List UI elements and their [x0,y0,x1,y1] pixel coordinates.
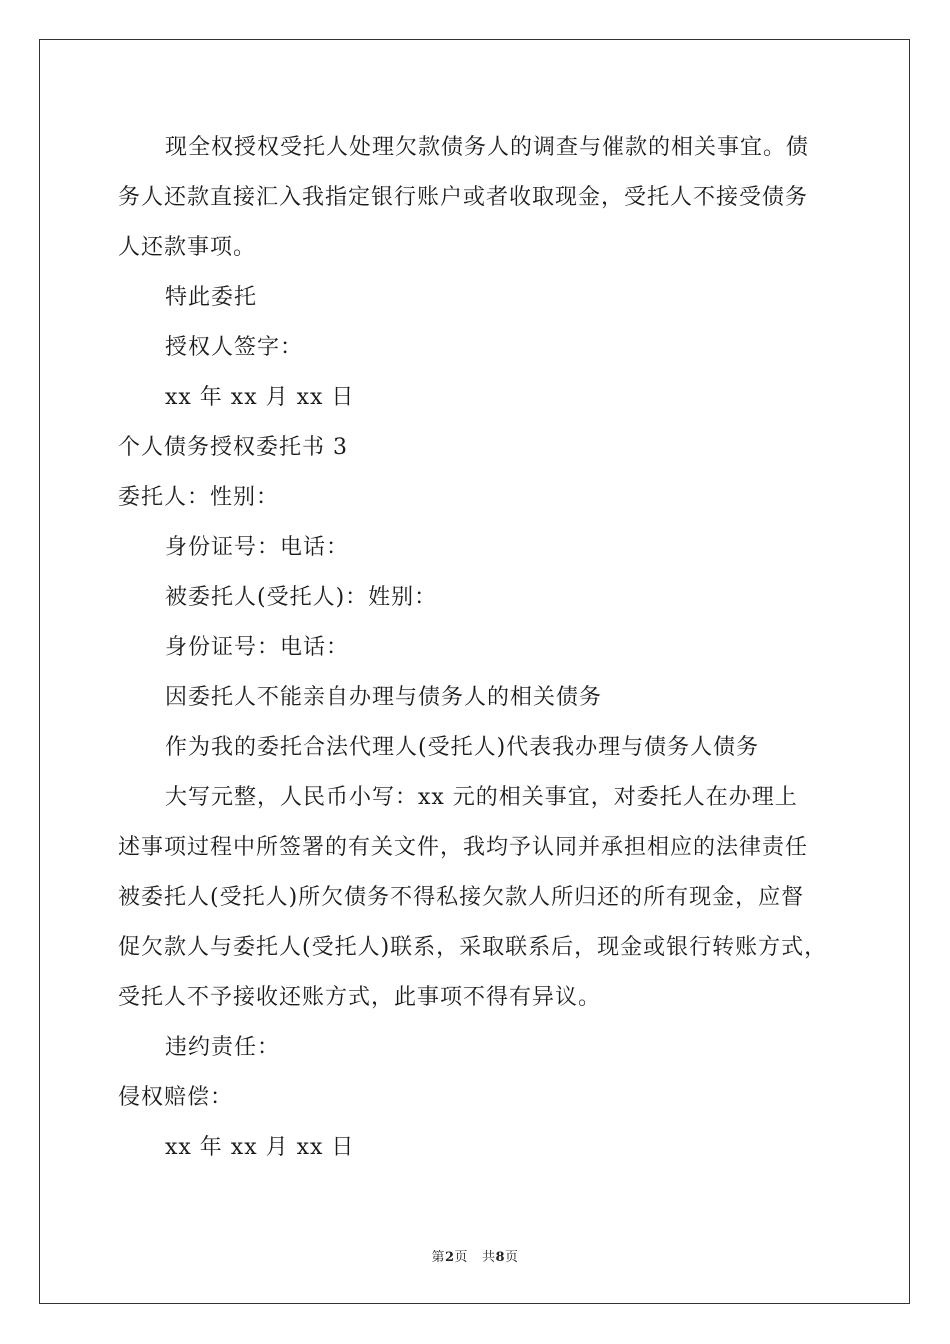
paragraph-line: 身份证号：电话： [165,635,350,660]
total-prefix: 共 [481,1250,496,1265]
paragraph-line: 被委托人(受托人)：姓别： [165,585,438,610]
page-suffix: 页 [454,1250,469,1265]
total-suffix: 页 [505,1250,519,1265]
paragraph-line: 特此委托 [165,285,258,310]
paragraph-line: 现全权授权受托人处理欠款债务人的调查与催款的相关事宜。债 [165,135,810,160]
paragraph-line: 被委托人(受托人)所欠债务不得私接欠款人所归还的所有现金，应督 [118,885,805,910]
paragraph-line: 委托人：性别： [118,485,280,510]
paragraph-line: 作为我的委托合法代理人(受托人)代表我办理与债务人债务 [165,735,760,760]
paragraph-line: 受托人不予接收还账方式，此事项不得有异议。 [118,985,602,1010]
page-prefix: 第 [431,1250,445,1265]
page-number: 2 [444,1250,455,1265]
paragraph-line: 人还款事项。 [118,235,257,260]
paragraph-line: 因委托人不能亲自办理与债务人的相关债务 [165,685,603,710]
paragraph-line: 述事项过程中所签署的有关文件，我均予认同并承担相应的法律责任 [118,835,809,860]
date-line: xx 年 xx 月 xx 日 [165,385,355,410]
paragraph-line: 违约责任： [165,1035,281,1060]
paragraph-line: 促欠款人与委托人(受托人)联系，采取联系后，现金或银行转账方式， [118,935,828,960]
date-line: xx 年 xx 月 xx 日 [165,1135,355,1160]
paragraph-line: 侵权赔偿： [118,1085,234,1110]
paragraph-line: 大写元整，人民币小写：xx 元的相关事宜，对委托人在办理上 [165,785,798,810]
paragraph-line: 身份证号：电话： [165,535,350,560]
section-title: 个人债务授权委托书 3 [118,435,348,460]
signature-label: 授权人签字： [165,335,304,360]
page-footer [0,1246,950,1265]
paragraph-line: 务人还款直接汇入我指定银行账户或者收取现金，受托人不接受债务 [118,185,809,210]
total-pages: 8 [495,1250,506,1265]
